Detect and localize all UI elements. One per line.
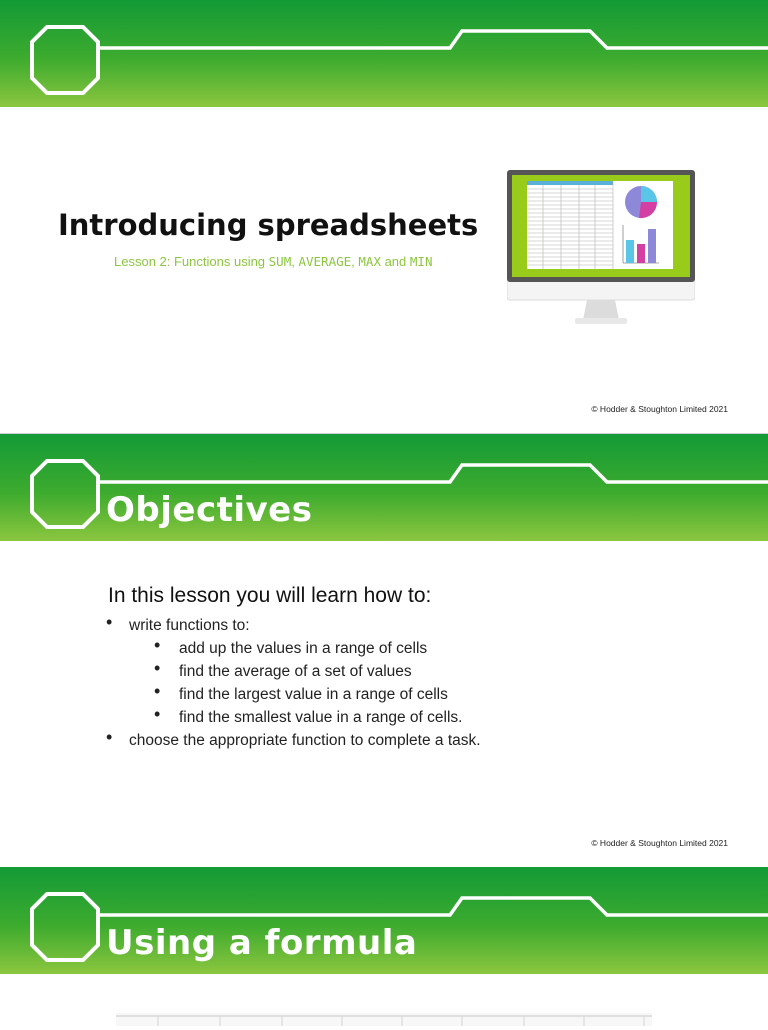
slide-heading: Objectives xyxy=(106,490,313,530)
subtitle-text: and xyxy=(380,254,410,269)
subtitle-text: Lesson 2: Functions using xyxy=(114,254,269,269)
objectives-list xyxy=(108,614,481,752)
slide-heading: Using a formula xyxy=(106,923,418,963)
sub-list xyxy=(129,637,481,729)
function-name: MIN xyxy=(409,254,433,269)
subtitle-text: , xyxy=(291,254,299,269)
list-item: • find the largest value in a range of cells xyxy=(158,683,481,706)
function-name: MAX xyxy=(358,254,381,269)
lesson-subtitle xyxy=(114,254,432,269)
list-item: • find the smallest value in a range of cells. xyxy=(158,706,481,729)
function-name: AVERAGE xyxy=(298,254,352,269)
presentation-title: Introducing spreadsheets xyxy=(58,208,479,242)
copyright-notice: © Hodder & Stoughton Limited 2021 xyxy=(591,838,728,848)
list-item: • find the average of a set of values xyxy=(158,660,481,683)
list-item: • add up the values in a range of cells xyxy=(158,637,481,660)
slide-3-using-formula xyxy=(0,867,768,1024)
list-item: • write functions to: • add up the values in a range of cells • find the average of a set of values • find the largest value in a range of cells • find the smallest value in a range of cells. xyxy=(108,614,481,729)
copyright-notice: © Hodder & Stoughton Limited 2021 xyxy=(591,404,728,414)
subtitle-text: , xyxy=(351,254,359,269)
objectives-intro: In this lesson you will learn how to: xyxy=(108,584,432,607)
computer-monitor-spreadsheet-icon xyxy=(507,170,695,328)
list-item: • choose the appropriate function to complete a task. xyxy=(108,729,481,752)
spreadsheet-screenshot xyxy=(116,1011,652,1024)
function-name: SUM xyxy=(268,254,292,269)
slide-1-title xyxy=(0,0,768,433)
green-banner xyxy=(0,0,768,107)
